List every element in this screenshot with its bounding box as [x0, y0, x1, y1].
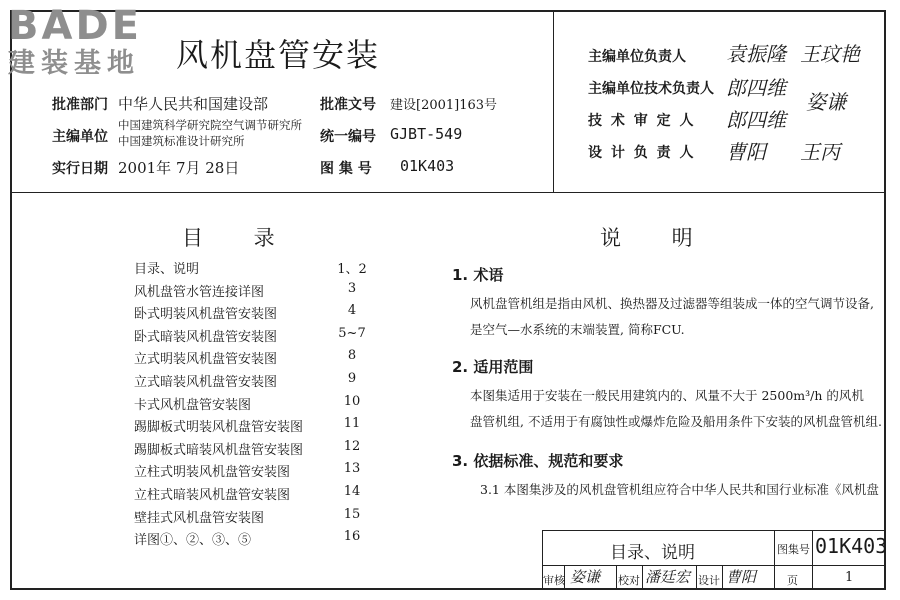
toc-item-label: 立式暗装风机盘管安装图: [134, 375, 278, 390]
toc-item-page: 10: [343, 393, 361, 409]
logo-text: BADE: [8, 3, 142, 49]
notes-paragraph: 3.1 本图集涉及的风机盘管机组应符合中华人民共和国行业标准《风机盘: [480, 482, 879, 497]
toc-item-page: 5~7: [338, 325, 366, 341]
toc-item-page: 16: [343, 529, 361, 545]
tb-review-label: 审核: [543, 574, 565, 587]
toc-item-page: 9: [347, 371, 357, 386]
tb-atlas-label: 图集号: [777, 543, 810, 556]
toc-item-page: 11: [343, 416, 361, 432]
signature: 王丙: [800, 140, 840, 164]
title-block-divider: [696, 565, 697, 590]
toc-row: [134, 348, 384, 368]
toc-row: [134, 439, 384, 459]
signature: 郎四维: [726, 108, 786, 132]
title-block-divider: [722, 565, 723, 590]
toc-row: [134, 371, 384, 391]
tb-proof-signature: 潘廷宏: [645, 568, 691, 586]
logo-subtitle: 建装基地: [8, 48, 140, 79]
toc-item-page: 1、2: [337, 262, 367, 277]
title-block-divider: [774, 530, 775, 590]
atlas-no: 01K403: [400, 157, 455, 175]
title-block-divider: [812, 530, 813, 590]
notes-paragraph: 本图集适用于安装在一般民用建筑内的、风量不大于 2500m³/h 的风机: [470, 388, 864, 403]
toc-item-label: 目录、说明: [134, 262, 200, 277]
approval-doc-label: 批准文号: [320, 97, 376, 113]
toc-row: [134, 281, 384, 301]
toc-item-label: 详图①、②、③、⑤: [134, 533, 252, 549]
header-divider: [10, 192, 886, 193]
tb-design-signature: 曹阳: [726, 568, 757, 586]
toc-row: [134, 416, 384, 436]
notes-paragraph: 盘管机组, 不适用于有腐蚀性或爆炸危险及船用条件下安装的风机盘管机组.: [470, 414, 882, 429]
signature: 王玟艳: [800, 42, 860, 66]
tb-page-no: 1: [845, 570, 854, 585]
unified-no: GJBT-549: [390, 125, 463, 143]
toc-item-page: 3: [347, 280, 357, 296]
tb-atlas-no: 01K403: [815, 534, 888, 558]
editor-unit-line2: 中国建筑标准设计研究所: [118, 134, 245, 148]
toc-item-label: 立柱式明装风机盘管安装图: [134, 465, 291, 481]
signature: 郎四维: [726, 76, 786, 100]
approving-dept-label: 批准部门: [52, 97, 108, 113]
toc-row: [134, 303, 384, 323]
effective-date-label: 实行日期: [52, 161, 108, 177]
approval-doc: 建设[2001]163号: [390, 98, 498, 113]
bade-logo: [8, 4, 178, 86]
toc-row: [134, 394, 384, 414]
responsible-label: 技 术 审 定 人: [588, 113, 696, 129]
toc-item-label: 卧式暗装风机盘管安装图: [134, 329, 278, 345]
tb-page-label: 页: [787, 574, 798, 587]
toc-row: [134, 326, 384, 346]
notes-section-heading: 2. 适用范围: [452, 358, 534, 376]
document-title: 风机盘管安装: [176, 36, 381, 74]
toc-item-page: 4: [347, 303, 357, 319]
toc-item-label: 卡式风机盘管安装图: [134, 397, 252, 413]
toc-item-label: 立柱式暗装风机盘管安装图: [134, 488, 291, 503]
unified-no-label: 统一编号: [320, 129, 376, 145]
toc-item-label: 立式明装风机盘管安装图: [134, 352, 278, 368]
toc-row: [134, 484, 384, 504]
toc-row: [134, 461, 384, 481]
approving-dept: 中华人民共和国建设部: [118, 95, 269, 113]
toc-item-page: 14: [343, 484, 361, 499]
responsible-label: 主编单位负责人: [588, 49, 686, 65]
notes-paragraph: 风机盘管机组是指由风机、换热器及过滤器等组装成一体的空气调节设备,: [470, 296, 874, 311]
toc-item-label: 壁挂式风机盘管安装图: [134, 510, 265, 526]
responsible-label: 设 计 负 责 人: [588, 145, 696, 161]
toc-item-page: 8: [347, 348, 357, 364]
editor-unit-label: 主编单位: [52, 129, 108, 145]
tb-design-label: 设计: [698, 574, 720, 587]
signature: 曹阳: [726, 140, 766, 164]
toc-title: 目 录: [182, 226, 297, 250]
title-block-divider: [642, 565, 643, 590]
toc-item-label: 踢脚板式暗装风机盘管安装图: [134, 442, 304, 458]
signature: 袁振隆: [726, 42, 786, 66]
toc-row: [134, 507, 384, 527]
toc-row: [134, 258, 384, 278]
tb-proof-label: 校对: [618, 574, 640, 587]
responsible-label: 主编单位技术负责人: [588, 81, 714, 97]
toc-row: [134, 529, 384, 549]
header-column-divider: [553, 10, 554, 192]
signature: 姿谦: [806, 90, 846, 114]
effective-date: 2001年 7月 28日: [118, 159, 240, 177]
toc-item-label: 风机盘管水管连接详图: [134, 284, 265, 300]
toc-item-label: 卧式明装风机盘管安装图: [134, 307, 278, 323]
notes-paragraph: 是空气—水系统的末端装置, 简称FCU.: [470, 322, 685, 337]
notes-title: 说 明: [600, 226, 715, 250]
notes-section-heading: 3. 依据标准、规范和要求: [452, 452, 624, 470]
tb-review-signature: 姿谦: [570, 568, 601, 586]
sheet-title: 目录、说明: [610, 543, 695, 563]
toc-item-page: 15: [343, 506, 361, 522]
toc-item-page: 13: [343, 461, 361, 477]
editor-unit-line1: 中国建筑科学研究院空气调节研究所: [118, 118, 302, 132]
toc-item-label: 踢脚板式明装风机盘管安装图: [134, 420, 304, 436]
title-block-divider: [616, 565, 617, 590]
toc-item-page: 12: [343, 438, 361, 454]
notes-section-heading: 1. 术语: [452, 266, 504, 284]
atlas-no-label: 图 集 号: [320, 161, 372, 177]
